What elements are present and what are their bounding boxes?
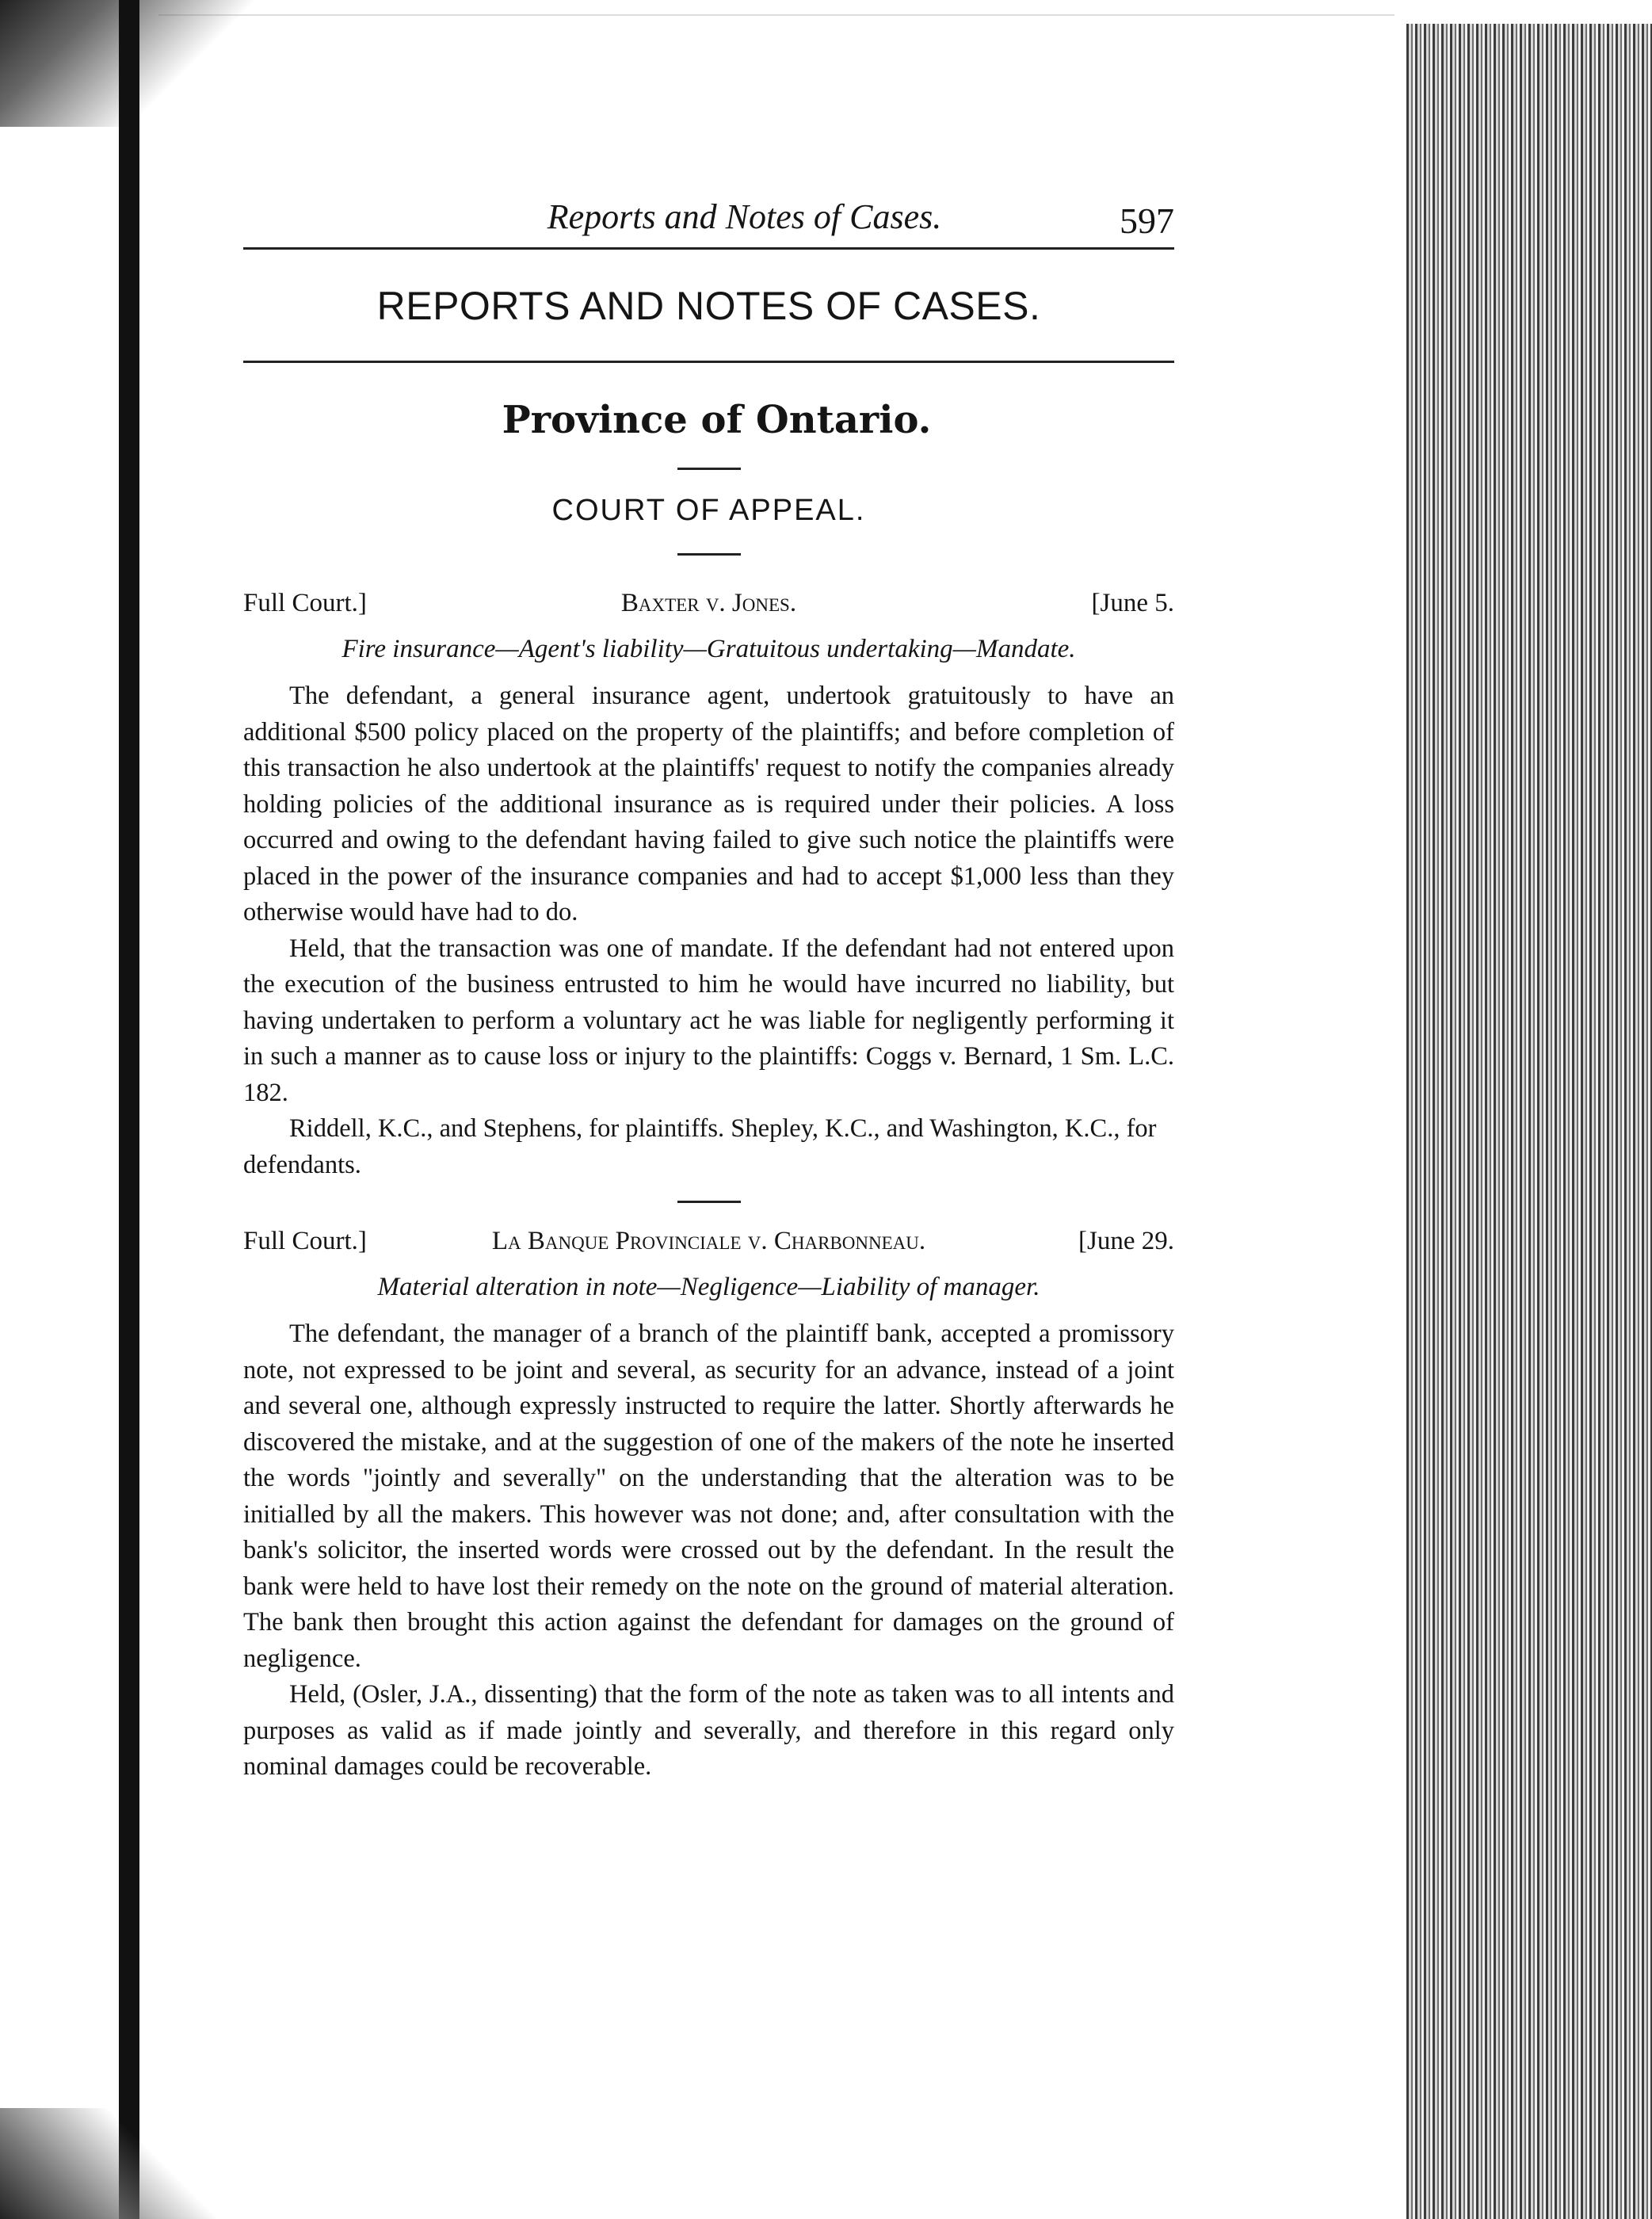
case-parties: La Banque Provinciale v. Charbonneau. [491, 1227, 926, 1255]
case-paragraph: The defendant, a general insurance agent, undertook gratuitously to have an additional $500 policy placed on the property of the plaintiffs; and before completion of this transaction he also undertook at the plaintiffs' request to notify the companies already holding policies of the additional insurance as is required under their policies. A loss occurred and owing to the defendant having failed to give such notice the plaintiffs were placed in the power of the insurance companies and had to accept $1,000 less than they otherwise would have had to do. [243, 682, 1174, 926]
short-divider [677, 468, 741, 470]
case-date: [June 29. [1078, 1227, 1174, 1255]
case-header [243, 589, 1174, 628]
short-divider [677, 553, 741, 556]
case-court-label: Full Court.] [243, 1227, 367, 1255]
case-counsel: Riddell, K.C., and Stephens, for plaintiffs. Shepley, K.C., and Washington, K.C., for defendants. [243, 1114, 1157, 1179]
case-parties: Baxter v. Jones. [620, 589, 797, 617]
binding-gutter [119, 0, 139, 2219]
document-page [243, 182, 1174, 1786]
running-title: Reports and Notes of Cases. [547, 197, 942, 236]
scan-shadow-top-left [0, 0, 301, 127]
header-rule [243, 247, 1174, 250]
case-catchwords: Fire insurance—Agent's liability—Gratuitous undertaking—Mandate. [341, 635, 1076, 663]
scan-top-border [158, 14, 1394, 16]
case-court-label: Full Court.] [243, 589, 367, 617]
case-header [243, 1227, 1174, 1266]
page-edge-stack [1406, 24, 1652, 2219]
case-holding: Held, that the transaction was one of mandate. If the defendant had not entered upon the execution of the business entrusted to him he would have incurred no liability, but having undertaken to perform a voluntary act he was liable for negligently performing it in such a manner as to cause loss or injury to the plaintiffs: Coggs v. Bernard, 1 Sm. L.C. 182. [243, 934, 1174, 1107]
case-catchwords: Material alteration in note—Negligence—Liability of manager. [377, 1273, 1040, 1301]
court-heading: COURT OF APPEAL. [551, 494, 866, 527]
case-paragraph: The defendant, the manager of a branch of the plaintiff bank, accepted a promissory note, not expressed to be joint and several, as security for an advance, instead of a joint and several one, although expressly instructed to require the latter. Shortly afterwards he discovered the mistake, and at the suggestion of one of the makers of the note he inserted the words "jointly and severally" on the understanding that the alteration was to be initialled by all the makers. This however was not done; and, after consultation with the bank's solicitor, the inserted words were crossed out by the defendant. In the result the bank were held to have lost their remedy on the note on the ground of material alteration. The bank then brought this action against the defendant for damages on the ground of negligence. [243, 1320, 1174, 1673]
scan-shadow-bottom-left [0, 2108, 254, 2219]
case-divider [677, 1201, 741, 1203]
page-number: 597 [1120, 201, 1174, 241]
running-header [243, 182, 1174, 246]
main-heading: REPORTS AND NOTES OF CASES. [376, 284, 1041, 328]
case-holding: Held, (Osler, J.A., dissenting) that the form of the note as taken was to all intents and purposes as valid as if made jointly and severally, and therefore in this regard only nominal damages could be recoverable. [243, 1680, 1174, 1781]
case-date: [June 5. [1091, 589, 1174, 617]
province-heading: Province of Ontario. [502, 398, 932, 442]
heading-rule [243, 361, 1174, 363]
